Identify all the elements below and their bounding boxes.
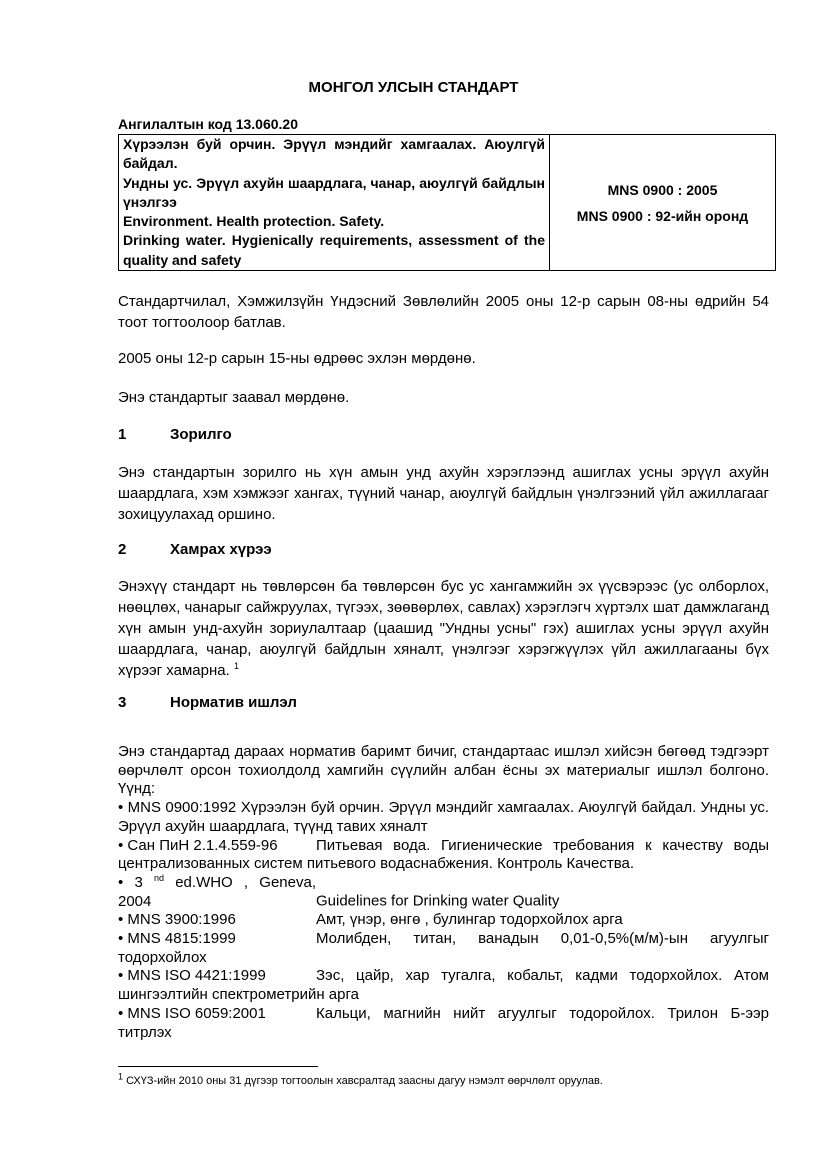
- section-number: 1: [118, 426, 127, 443]
- reference-code: • MNS ISO 6059:2001: [118, 1004, 266, 1022]
- normative-references: [118, 743, 769, 1042]
- classification-code: Ангилалтын код 13.060.20: [118, 116, 298, 132]
- reference-text: Молибден, титан, ванадын 0,01-0,5%(м/м)-ын агуулгыг тодорхойлох: [118, 930, 769, 966]
- reference-code: • MNS ISO 4421:1999: [118, 967, 266, 985]
- mandatory-paragraph: Энэ стандартыг заавал мөрдөнө.: [118, 389, 350, 406]
- footnote-separator: [118, 1066, 318, 1067]
- reference-code: [118, 874, 316, 911]
- section-2-text: [118, 576, 769, 681]
- standard-code: MNS 0900 : 2005: [607, 181, 718, 198]
- reference-item: [118, 967, 769, 1004]
- section-3-heading: [118, 694, 297, 711]
- reference-text: Кальци, магнийн нийт агуулгыг тодоройлох. Трилон Б-ээр титрлэх: [118, 1004, 769, 1041]
- section-title: Хамрах хүрээ: [170, 541, 272, 558]
- reference-text: Питьевая вода. Гигиенические требования к качеству воды централизованных систем питьевого водаснабжения. Контроль Качества.: [118, 836, 769, 873]
- approval-paragraph: Стандартчилал, Хэмжилзүйн Үндэсний Зөвлөлийн 2005 оны 12-р сарын 08-ны өдрийн 54 тоот тогтоолоор батлав.: [118, 293, 769, 331]
- reference-item: [118, 1005, 769, 1042]
- standard-title-cell: [119, 135, 550, 271]
- footnote-reference: 1: [233, 661, 239, 671]
- section-2-heading: [118, 541, 272, 558]
- standard-title-en-2: Drinking water. Hygienically requirements, assessment of the quality and safety: [123, 232, 545, 268]
- footnote-mark: 1: [118, 1071, 124, 1082]
- section-2-body: Энэхүү стандарт нь төвлөрсөн ба төвлөрсөн бус ус хангамжийн эх үүсвэрээс (ус олборлох, нөөцлөх, чанарыг сайжруулах, түгээх, зөөвөрлөх, савлах) хэрэглэгч хүртэлх шат дамжлаганд хүн амын унд-ахуйн зориулалтаар (цаашид "Ундны усны" гэх) ашиглах усны эрүүл ахуйн шаардлага, чанар, аюулгүй байдлын хяналт, үнэлгээг хэрэгжүүлэх үйл ажиллагааны бүх хүрээг хамарна.: [118, 578, 769, 679]
- reference-item: [118, 837, 769, 874]
- section-number: 2: [118, 541, 127, 558]
- footnote-text: СХҮЗ-ийн 2010 оны 31 дүгээр тогтоолын хавсралтад заасны дагуу нэмэлт өөрчлөлт оруулав.: [126, 1075, 603, 1087]
- standard-title-mn-2: Ундны ус. Эрүүл ахуйн шаардлага, чанар, аюулгүй байдлын үнэлгээ: [123, 174, 545, 210]
- reference-code-suffix: ed.WHO , Geneva, 2004: [118, 873, 316, 910]
- footnote: [118, 1071, 603, 1087]
- standard-title-en-1: Environment. Health protection. Safety.: [123, 213, 385, 230]
- reference-item: [118, 911, 769, 930]
- reference-text: Хүрээлэн буй орчин. Эрүүл мэндийг хамгаалах. Аюулгүй байдал. Ундны ус. Эрүүл ахуйн шаардлага, түүнд тавих хяналт: [118, 799, 770, 835]
- reference-code-prefix: • 3: [118, 873, 143, 891]
- standard-title-mn-1: Хүрээлэн буй орчин. Эрүүл мэндийг хамгаалах. Аюулгүй байдал.: [123, 136, 545, 172]
- reference-code-superscript: nd: [154, 872, 165, 883]
- document-title: МОНГОЛ УЛСЫН СТАНДАРТ: [308, 79, 519, 96]
- reference-code: • Сан ПиН 2.1.4.559-96: [118, 836, 278, 854]
- reference-code: • MNS 3900:1996: [118, 911, 236, 929]
- section-1-text: Энэ стандартын зорилго нь хүн амын унд ахуйн хэрэглээнд ашиглах усны эрүүл ахуйн шаардлага, хэм хэмжээг хангах, түүний чанар, аюулгүй байдлын үнэлгээний үйл ажиллагааг зохицуулахад оршино.: [118, 464, 769, 523]
- replaced-standard: MNS 0900 : 92-ийн оронд: [576, 207, 749, 224]
- standard-info-table: [118, 134, 776, 271]
- section-1-heading: [118, 426, 232, 443]
- reference-item: [118, 930, 769, 967]
- reference-text: Зэс, цайр, хар тугалга, кобальт, кадми тодорхойлох. Атом шингээлтийн спектрометрийн арга: [118, 967, 769, 1004]
- reference-code: • MNS 4815:1999: [118, 930, 236, 948]
- reference-text: Амт, үнэр, өнгө , булингар тодорхойлох арга: [316, 911, 623, 929]
- references-intro: Энэ стандартад дараах норматив баримт бичиг, стандартаас ишлэл хийсэн бөгөөд тэдгээрт өөрчлөлт орсон тохиолдолд хамгийн сүүлийн албан ёсны эх материалыг ишлэл болгоно. Үүнд:: [118, 743, 769, 798]
- standard-code-cell: [550, 135, 776, 271]
- reference-item: [118, 799, 769, 836]
- section-title: Зорилго: [170, 426, 232, 443]
- section-number: 3: [118, 694, 127, 711]
- reference-code: • MNS 0900:1992: [118, 799, 237, 817]
- effective-date-paragraph: 2005 оны 12-р сарын 15-ны өдрөөс эхлэн мөрдөнө.: [118, 350, 476, 367]
- section-title: Норматив ишлэл: [170, 694, 297, 711]
- reference-text: Guidelines for Drinking water Quality: [316, 892, 560, 910]
- reference-item: [118, 874, 769, 911]
